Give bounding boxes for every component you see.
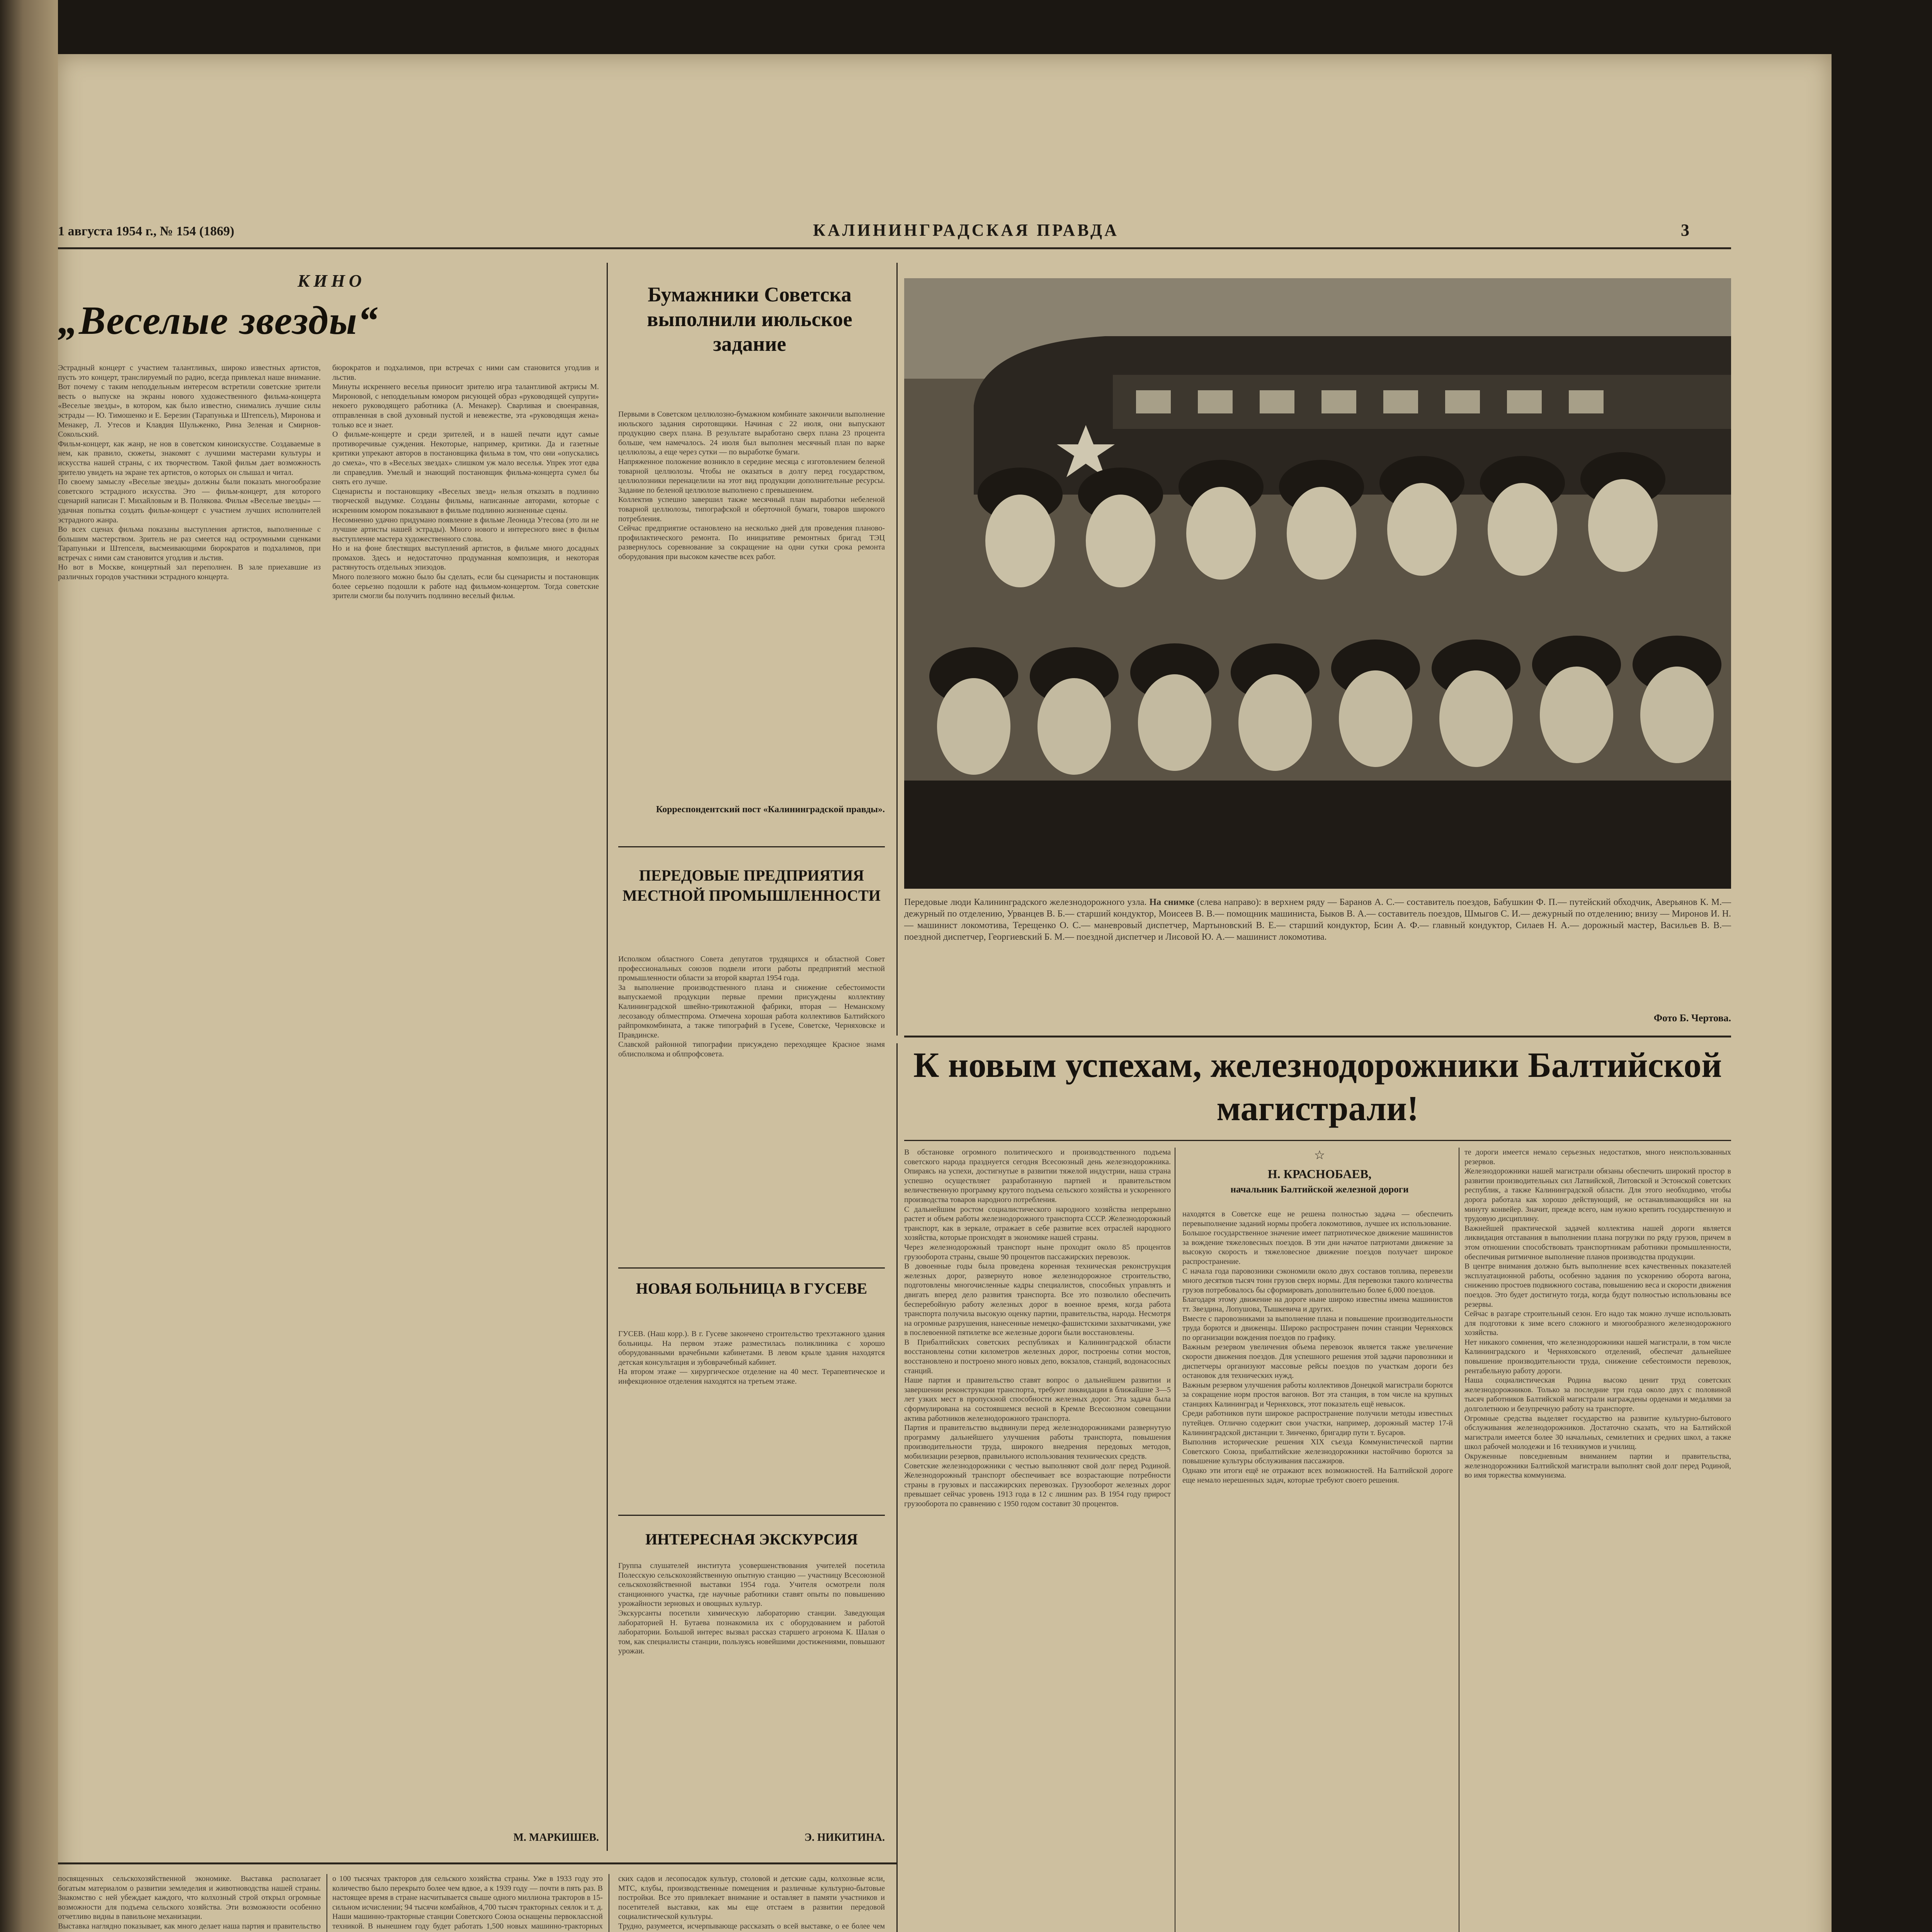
- exhibition-column-3: ских садов и лесопосадок культур, столовой и детские сады, колхозные ясли, МТС, клубы, производственные помещения и различные культурно-бытовые постройки. Все это привлекает внимание и оставляет в памяти участников и посетителей выставки, как мы еще отстаем в развитии передовой социалистической культуры. Трудно, разумеется, исчерпывающе рассказать о всей выставке, о ее более чем: [618, 1874, 885, 1930]
- railway-column-1: В обстановке огромного политического и производственного подъема советского народа празднуется сегодня Всесоюзный день железнодорожника. Опираясь на успехи, достигнутые в развитии тяжелой индустрии, наша страна успешно осуществляет разработанную партией и правительством величественную программу крутого подъема сельского хозяйства и ускоренного производства товаров народного потребления. С дальнейшим ростом социалистического народного хозяйства непрерывно растет и объем работы железнодорожного транспорта СССР. Железнодорожный транспорт, как в зеркале, отражает в себе развитие всех отраслей народного хозяйства, которые происходят в экономике нашей страны. Через железнодорожный транспорт ныне проходит около 85 процентов грузооборота страны, свыше 90 процентов пассажирских перевозок. В довоенные годы была проведена коренная техническая реконструкция железных дорог, развернуто новое железнодорожное строительство, подготовлены многочисленные кадры специалистов, способных управлять и двигать вперед дело развития транспорта. Все это позволило обеспечить бесперебойную работу железных дорог в военное время, когда работа транспорта получила высокую оценку партии, правительства, народа. Несмотря на огромные разрушения, нанесенные немецко-фашистскими захватчиками, уже в послевоенной пятилетке все железные дороги были восстановлены. В Прибалтийских советских республиках и Калининградской области восстановлены сотни километров железных дорог, построены сотни мостов, восстановлено и построено много новых депо, вокзалов, станций, водонасосных станций. Наше партия и правительство ставят вопрос о дальнейшем развитии и завершении реконструкции транспорта, требуют ликвидации в ближайшие 3—5 лет узких мест в пропускной способности железных дорог. Эта задача была сформулирована на состоявшемся весной в Кремле Всесоюзном совещании актива работников железнодорожного транспорта. Партия и правительство выдвинули перед железнодорожниками развернутую программу дальнейшего улучшения работы транспорта, повышения производительности труда, широкого внедрения передовых методов, мобилизации резервов, правильного использования технических средств. Советские железнодорожники с честью выполняют свой долг перед Родиной. Железнодорожный транспорт обеспечивает все возрастающие потребности страны в грузовых и пассажирских перевозках. Грузооборот железных дорог превышает сейчас уровень 1913 года в 12 с лишним раз. В 1954 году прирост грузооборота по сравнению с 1950 годом составит 30 процентов.: [904, 1148, 1171, 1508]
- photo-credit: Фото Б. Чертова.: [1653, 1012, 1731, 1024]
- paper-mill-body: Первыми в Советском целлюлозно-бумажном комбинате закончили выполнение июльского задания сиротовщики. Начиная с 22 июля, они выпускают продукцию сверх плана. В результате выработано сверх плана 23 процента больше, чем намечалось. 24 июля был выполнен месячный план по варке целлюлозы, а еще через сутки — по выработке бумаги. Напряженное положение возникло в середине месяца с изготовлением беленой товарной целлюлозы. Чтобы не оказаться в долгу перед государством, целлюлозники перенацелили на этот вид продукции дополнительные ресурсы. Задание по беленой целлюлозе выполнено с превышением. Коллектив успешно завершил также месячный план выработки небеленой товарной целлюлозы, типографской и оберточной бумаги, товаров широкого потребления. Сейчас предприятие остановлено на несколько дней для проведения планово-профилактического ремонта. По инициативе ремонтных бригад ТЭЦ развернулось соревнование за сокращение на одни сутки срока ремонта оборудования при высоком качестве всех работ.: [618, 410, 885, 561]
- caption-emphasis: На снимке: [1149, 897, 1194, 907]
- local-industry-headline: ПЕРЕДОВЫЕ ПРЕДПРИЯТИЯ МЕСТНОЙ ПРОМЫШЛЕННОСТИ: [622, 867, 881, 904]
- paper-mill-byline: Корреспондентский пост «Калининградской правды».: [656, 804, 885, 815]
- excursion-body: Группа слушателей института усовершенствования учителей посетила Полесскую сельскохозяйственную опытную станцию — участницу Всесоюзной сельскохозяйственной выставки 1954 года. Учителя осмотрели поля станционного участка, где научные работники ставят опыты по повышению урожайности зерновых и овощных культур. Экскурсанты посетили химическую лабораторию станции. Заведующая лабораторией Н. Бутаева познакомила их с оборудованием и работой лаборатории. Большой интерес вызвал рассказ старшего агронома К. Шалая о том, как специалисты станции, пользуясь новейшими достижениями, повышают урожаи.: [618, 1561, 885, 1656]
- railway-author: Н. КРАСНОБАЕВ,: [1267, 1167, 1372, 1181]
- column-rule: [896, 1043, 898, 1932]
- adjacent-page-edge: [0, 0, 58, 1932]
- railway-headline: К новым успехам, железнодорожники Балтийской магистрали!: [913, 1045, 1722, 1128]
- section-rule: [618, 1515, 885, 1516]
- exhibition-column-2: о 100 тысячах тракторов для сельского хозяйства страны. Уже в 1933 году это количество было перекрыто более чем вдвое, а к 1939 году — почти в пять раз. В настоящее время в стране насчитывается свыше одного миллиона тракторов в 15-сильном исчислении; 94 тысячи комбайнов, 4,700 тысяч тракторных сеялок и т. д. Наши машинно-тракторные станции Советского Союза оснащены первоклассной техникой. В нынешнем году будет работать 1,500 новых машинно-тракторных: [332, 1874, 603, 1930]
- cinema-author: М. МАРКИШЕВ.: [513, 1832, 599, 1844]
- caption-names: (слева направо): в верхнем ряду — Баранов А. С.— составитель поездов, Бабушкин Ф. П.— путейский обходчик, Аверьянов К. М.— дежурный по отделению, Урванцев В. Б.— старший кондуктор, Моисеев В. В.— помощник машиниста, Быков В. А.— составитель поездов, Шмыгов С. И.— дежурный по отделению; внизу — Миронов И. Н.— машинист локомотива, Терещенко О. С.— маневровый диспетчер, Мартыновский В. Е.— старший кондуктор, Бсин А. Ф.— главный кондуктор, Силаев Н. А.— дорожный мастер, Васильев В. В.— поездной диспетчер, Георгиевский Б. М.— поездной диспетчер и Лисовой Ю. А.— машинист локомотива.: [904, 897, 1734, 942]
- hospital-body: ГУСЕВ. (Наш корр.). В г. Гусеве закончено строительство трехэтажного здания больницы. На первом этаже разместилась поликлиника с хорошо оборудованными врачебными кабинетами. В левом крыле здания находятся детская консультация и зубоврачебный кабинет. На втором этаже — хирургическое отделение на 40 мест. Терапевтическое и инфекционное отделения находятся на третьем этаже.: [618, 1330, 885, 1386]
- cinema-kicker: КИНО: [298, 271, 366, 291]
- cinema-title: „Веселые звезды“: [58, 298, 379, 343]
- railway-author-title: начальник Балтийской железной дороги: [1230, 1184, 1409, 1195]
- excursion-headline: ИНТЕРЕСНАЯ ЭКСКУРСИЯ: [645, 1531, 858, 1548]
- section-rule: [58, 1862, 896, 1864]
- excursion-author: Э. НИКИТИНА.: [804, 1832, 885, 1844]
- issue-date: 1 августа 1954 г., № 154 (1869): [58, 224, 235, 238]
- column-rule: [607, 263, 608, 1851]
- exhibition-column-1: посвященных сельскохозяйственной экономике. Выставка располагает богатым материалом о развитии земледелия и животноводства нашей страны. Знакомство с ней убеждает каждого, что колхозный строй открыл огромные возможности для подъема сельского хозяйства. Эти возможности особенно отчетливо видны в павильоне механизации. Выставка наглядно показывает, как много делает наша партия и правительство: [58, 1874, 321, 1930]
- star-divider: ☆: [1314, 1148, 1325, 1162]
- section-rule: [618, 846, 885, 847]
- section-rule: [904, 1036, 1731, 1037]
- page-number: 3: [1681, 221, 1689, 240]
- paper-mill-headline: Бумажники Советска выполнили июльское задание: [647, 283, 852, 355]
- railway-workers-photo: [904, 278, 1731, 889]
- section-rule: [618, 1267, 885, 1269]
- caption-lead: Передовые люди Калининградского железнодорожного узла.: [904, 897, 1147, 907]
- photo-caption: [904, 896, 1734, 1012]
- column-rule: [896, 263, 898, 1036]
- railway-column-2: находятся в Советске еще не решена полностью задача — обеспечить перевыполнение заданий нормы пробега локомотивов, лучшее их использование. Большое государственное значение имеет патриотическое движение машинистов за вождение тяжеловесных поездов. В эти дни начатое патриотами движение за высокую скорость и тяжеловесное движение поездов получает широкое распространение. С начала года паровозники сэкономили около двух составов топлива, перевезли много десятков тысяч тонн грузов сверх нормы. Для перевозки такого количества грузов потребовалось бы сформировать дополнительно более 6,000 поездов. Благодаря этому движение на дороге ныне широко известны имена машинистов тт. Звездина, Лопушова, Тышкевича и других. Вместе с паровозниками за выполнение плана и повышение производительности труда борются и движенцы. Широко распространен почин станции Черняховск по организации вождения поездов по графику. Важным резервом увеличения объема перевозок является также увеличение скорости движения поездов. Для успешного решения этой задачи паровозники и диспетчеры организуют массовые рейсы поездов по участкам дороги без остановок для технических нужд. Важным резервом улучшения работы коллективов Донецкой магистрали борются за сокращение норм простоя вагонов. Вот эта станция, в том числе на крупных станциях Калининград и Черняховск, этот показатель ещё невысок. Среди работников пути широкое распространение получили методы известных путейцев. Отлично содержит свои участки, например, дорожный мастер 17-й Калининградской дистанции т. Зинченко, бригадир пути т. Бусаров. Выполнив исторические решения XIX съезда Коммунистической партии Советского Союза, прибалтийские железнодорожники настойчиво борются за повышение культуры обслуживания пассажиров. Однако эти итоги ещё не отражают всех возможностей. На Балтийской дороге еще немало нерешенных задач, которые требуют своего решения.: [1182, 1210, 1453, 1485]
- headline-rule: [904, 1140, 1731, 1141]
- railway-column-3: те дороги имеется немало серьезных недостатков, много неиспользованных резервов. Железнодорожники нашей магистрали обязаны обеспечить широкий простор в развитии производительных сил Латвийской, Литовской и Эстонской советских республик, а также Калининградской области. Для этого необходимо, чтобы дорога работала как хорошо действующий, не останавливающийся ни на минуту конвейер. Значит, прежде всего, нам нужно крепить государственную и трудовую дисциплину. Важнейшей практической задачей коллектива нашей дороги является ликвидация отставания в выполнении плана погрузки по ряду грузов, причем в этом отношении способствовать транспортникам работники промышленности, обеспечивая ритмичное выполнение планов производства продукции. В центре внимания должно быть выполнение всех качественных показателей эксплуатационной работы, особенно задания по ускорению оборота вагона, снижению простоев подвижного состава, повышению веса и скорости движения поездов. Это будет достигнуто тогда, когда будут полностью использованы все резервы. Сейчас в разгаре строительный сезон. Его надо так можно лучше использовать для подготовки к зиме всего сложного и многообразного железнодорожного хозяйства. Нет никакого сомнения, что железнодорожники нашей магистрали, в том числе Калининградского и Черняховского отделений, обеспечат дальнейшее повышение производительности труда, снижение себестоимости перевозок, рентабельную работу дороги. Наша социалистическая Родина высоко ценит труд советских железнодорожников. Только за последние три года около двух с половиной тысяч работников Балтийской магистрали награждены орденами и медалями за долголетнюю и безупречную работу на транспорте. Огромные средства выделяет государство на развитие культурно-бытового обслуживания железнодорожников. Достаточно сказать, что на Балтийской магистрали имеется более 30 начальных, семилетних и средних школ, а также школ рабочей молодежи и 16 техникумов и училищ. Окруженные повседневным вниманием партии и правительства, железнодорожники Балтийской магистрали выполнят свой долг перед Родиной, во имя торжества коммунизма.: [1464, 1148, 1731, 1480]
- local-industry-body: Исполком областного Совета депутатов трудящихся и областной Совет профессиональных союзов подвели итоги работы предприятий местной промышленности области за второй квартал 1954 года. За выполнение производственного плана и снижение себестоимости выпускаемой продукции первые премии присуждены коллективу Калининградской швейно-трикотажной фабрики, вторая — Неманскому лесозаводу облместпрома. Отмечена хорошая работа коллективов Балтийского райпромкомбината, а также типографий в Гусеве, Советске, Черняховске и Правдинске. Славской районной типографии присуждено переходящее Красное знамя облисполкома и облпрофсовета.: [618, 955, 885, 1058]
- masthead-rule: [58, 247, 1731, 249]
- hospital-headline: НОВАЯ БОЛЬНИЦА В ГУСЕВЕ: [636, 1280, 867, 1297]
- newspaper-title: КАЛИНИНГРАДСКАЯ ПРАВДА: [813, 221, 1119, 240]
- photo-illustration: [904, 278, 1731, 889]
- cinema-column-2: бюрократов и подхалимов, при встречах с ними сам становится угодлив и льстив. Минуты искреннего веселья приносит зрителю игра талантливой актрисы М. Мироновой, с неподдельным юмором рисующей образ «руководящей супруги» некоего руководящего работника (А. Менакер). Сварливая и своенравная, отправленная в свой духовный пустой и невежестве, эта «руководящая жена» только все и знает. О фильме-концерте и среди зрителей, и в нашей печати идут самые противоречивые суждения. Некоторые, например, критики. Да и газетные критики упрекают авторов в постановщика фильма в том, что они «опускались до смеха», что в «Веселых звездах» слишком уж мало веселья. Упрек этот едва ли справедлив. Умелый и знающий постановщик фильма-концерта сумел бы снять его лучше. Сценаристы и постановщику «Веселых звезд» нельзя отказать в подлинно творческой выдумке. Созданы фильмы, написанные авторами, которые с искренним юмором показывают в фильме подлинно жизненные сцены. Несомненно удачно придумано появление в фильме Леонида Утесова (это ли не лучшие артисты нашей эстрады). Много нового и интересного внес в фильм выступление мастера художественного слова. Но и на фоне блестящих выступлений артистов, в фильме много досадных промахов. Здесь и недостаточно продуманная композиция, и некоторая растянутость отдельных эпизодов. Много полезного можно было бы сделать, если бы сценаристы и постановщик более серьезно подошли к работе над фильмом-концертом. Тогда советские зрители смогли бы получить подлинно веселый фильм.: [332, 364, 599, 600]
- cinema-column-1: Эстрадный концерт с участием талантливых, широко известных артистов, пусть это концерт, транслируемый по радио, всегда привлекал наше внимание. Вот почему с таким неподдельным интересом встретили советские зрители весть о выпуске на экраны нового художественного фильма-концерта «Веселые звезды», в котором, как было известно, снимались лучшие силы эстрады — Ю. Тимошенко и Е. Березин (Тарапунька и Штепсель), Миронова и Менакер, Л. Утесов и Клавдия Шульженко, Рина Зеленая и Смирнов-Сокольский. Фильм-концерт, как жанр, не нов в советском киноискусстве. Создаваемые в нем, как правило, сюжеты, знакомят с лучшими мастерами культуры и искусства нашей страны, с их творчеством. Такой фильм дает возможность зрителю увидеть на экране тех артистов, о которых он слышал и читал. По своему замыслу «Веселые звезды» должны были показать многообразие советского эстрадного искусства. Это — фильм-концерт, для которого сценарий написан Г. Михайловым и В. Полякова. Фильм «Веселые звезды» — удачная попытка создать фильм-концерт с участием лучших исполнителей эстрадного жанра. Во всех сценах фильма показаны выступления артистов, выполненные с большим мастерством. Зритель не раз смеется над остроумными сценками Тарапуньки и Штепселя, высмеивающими бюрократов и подхалимов, при встречах с ними сам становится угодлив и льстив. Но вот в Москве, концертный зал переполнен. В зале приехавшие из различных городов участники эстрадного концерта.: [58, 364, 321, 582]
- newspaper-page: [58, 54, 1832, 1932]
